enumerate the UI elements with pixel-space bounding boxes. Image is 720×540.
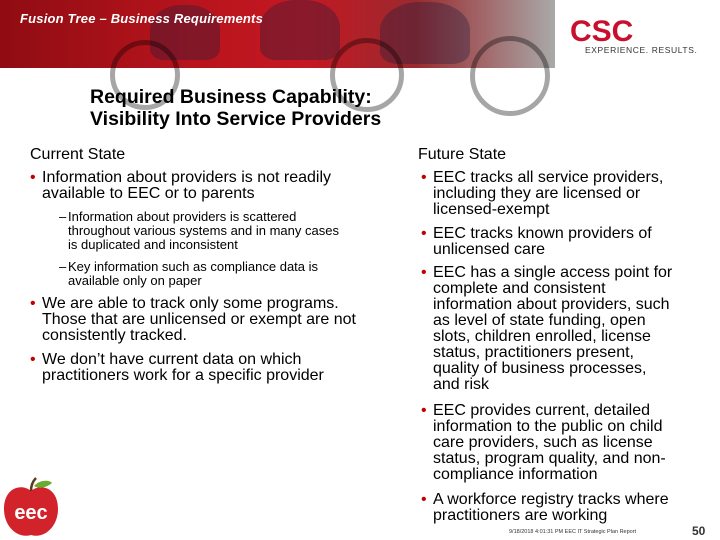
bullet-line: Those that are unlicensed or exempt are not <box>42 311 356 328</box>
current-sub-bullet <box>59 209 339 252</box>
bullet-line: care providers, such as license <box>433 434 653 451</box>
current-bullet <box>30 169 332 202</box>
bullet-line: Information about providers is not readily <box>42 169 332 186</box>
bullet-line: slots, children enrolled, license <box>433 328 651 345</box>
bullet-line: as level of state funding, open <box>433 312 646 329</box>
future-bullet <box>421 491 669 524</box>
eec-logo-text: eec <box>14 502 48 524</box>
sub-bullet-line: is duplicated and inconsistent <box>68 237 238 252</box>
bullet-line: licensed-exempt <box>433 201 550 218</box>
sub-bullet-line: Key information such as compliance data is <box>68 259 319 274</box>
bullet-line: and risk <box>433 376 490 393</box>
sub-bullet-line: throughout various systems and in many cases <box>68 223 339 238</box>
header-banner <box>0 0 555 68</box>
bullet-line: We are able to track only some programs. <box>42 295 339 312</box>
bullet-dot-icon: • <box>30 351 36 368</box>
sub-bullet-dash: – <box>59 259 67 274</box>
csc-logo-icon <box>570 14 634 48</box>
future-bullet <box>421 264 673 393</box>
slide-title-line: Visibility Into Service Providers <box>90 108 382 130</box>
bullet-line: EEC tracks known providers of <box>433 225 652 242</box>
banner-title: Fusion Tree – Business Requirements <box>20 11 263 26</box>
current-bullet <box>30 295 356 344</box>
bullet-line: including they are licensed or <box>433 185 641 202</box>
bullet-line: complete and consistent <box>433 280 606 297</box>
slide-title <box>90 86 381 130</box>
page-number: 50 <box>692 524 706 538</box>
bullet-line: practitioners work for a specific provider <box>42 367 324 384</box>
slide-title-line: Required Business Capability: <box>90 86 372 108</box>
banner-photo-rider <box>260 0 340 60</box>
bullet-line: EEC tracks all service providers, <box>433 169 664 186</box>
bullet-line: practitioners are working <box>433 507 608 524</box>
bullet-line: unlicensed care <box>433 241 546 258</box>
bullet-line: EEC has a single access point for <box>433 264 673 281</box>
csc-tagline: EXPERIENCE. RESULTS. <box>585 45 698 55</box>
banner-photo-wheel <box>470 36 550 116</box>
footer-text: 9/18/2018 4:01:31 PM EEC IT Strategic Plan Report <box>509 529 637 535</box>
bullet-line: A workforce registry tracks where <box>433 491 669 508</box>
bullet-dot-icon: • <box>421 264 427 281</box>
bullet-line: information to the public on child <box>433 418 663 435</box>
eec-apple-logo-icon <box>0 477 62 540</box>
current-sub-bullet <box>59 259 319 288</box>
bullet-dot-icon: • <box>421 491 427 508</box>
bullet-line: quality of business processes, <box>433 360 647 377</box>
sub-bullet-line: Information about providers is scattered <box>68 209 297 224</box>
bullet-line: EEC provides current, detailed <box>433 402 650 419</box>
sub-bullet-dash: – <box>59 209 67 224</box>
future-bullet <box>421 402 666 483</box>
future-state-heading: Future State <box>418 146 507 163</box>
bullet-line: information about providers, such <box>433 296 670 313</box>
sub-bullet-line: available only on paper <box>68 273 202 288</box>
csc-logo-text: CSC <box>570 15 634 48</box>
bullet-dot-icon: • <box>30 295 36 312</box>
future-bullet <box>421 225 652 258</box>
bullet-line: compliance information <box>433 466 598 483</box>
bullet-dot-icon: • <box>421 169 427 186</box>
bullet-dot-icon: • <box>30 169 36 186</box>
bullet-dot-icon: • <box>421 225 427 242</box>
bullet-line: available to EEC or to parents <box>42 185 255 202</box>
future-bullet <box>421 169 664 218</box>
bullet-line: status, program quality, and non- <box>433 450 666 467</box>
bullet-line: status, practitioners present, <box>433 344 634 361</box>
bullet-line: consistently tracked. <box>42 327 187 344</box>
current-bullet <box>30 351 324 384</box>
bullet-line: We don’t have current data on which <box>42 351 302 368</box>
bullet-dot-icon: • <box>421 402 427 419</box>
current-state-heading: Current State <box>30 146 126 163</box>
